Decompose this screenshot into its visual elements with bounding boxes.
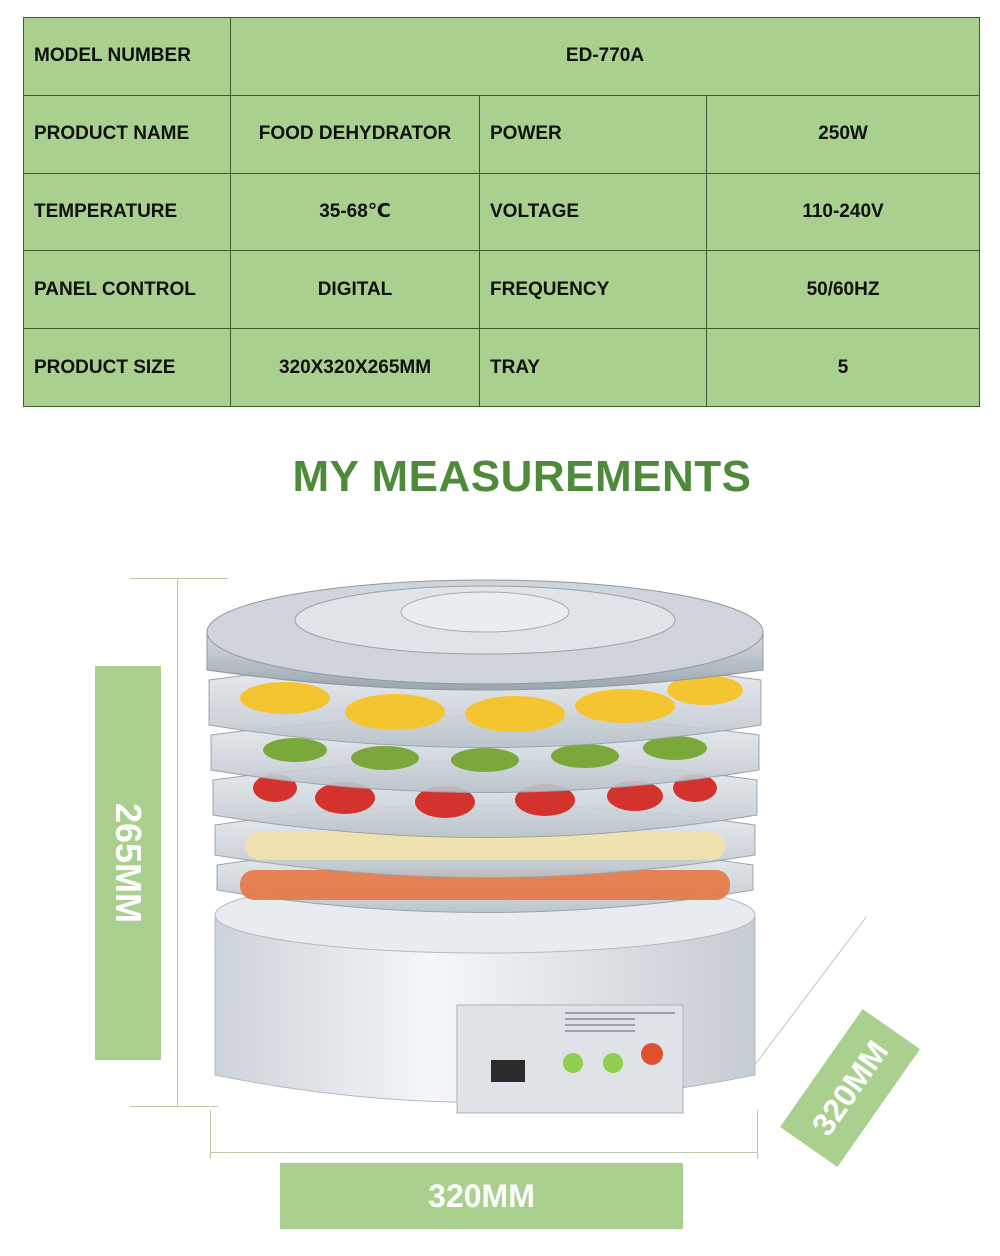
- panel-control-value: DIGITAL: [231, 251, 480, 329]
- height-dimension: [95, 666, 161, 1060]
- table-row: [24, 251, 980, 329]
- measurements-title: MY MEASUREMENTS: [292, 452, 752, 501]
- voltage-label: VOLTAGE: [480, 173, 707, 251]
- frequency-label: FREQUENCY: [480, 251, 707, 329]
- voltage-value: 110-240V: [707, 173, 980, 251]
- model-number-label: MODEL NUMBER: [24, 18, 231, 96]
- panel-control-label: PANEL CONTROL: [24, 251, 231, 329]
- table-row: [24, 95, 980, 173]
- table-row: [24, 173, 980, 251]
- product-name-label: PRODUCT NAME: [24, 95, 231, 173]
- temperature-label: TEMPERATURE: [24, 173, 231, 251]
- temperature-value: 35-68℃: [231, 173, 480, 251]
- height-dimension-label: 265MM: [108, 802, 149, 924]
- model-number-value: ED-770A: [231, 18, 980, 96]
- tray-value: 5: [707, 329, 980, 407]
- product-name-value: FOOD DEHYDRATOR: [231, 95, 480, 173]
- tray-label: TRAY: [480, 329, 707, 407]
- product-size-label: PRODUCT SIZE: [24, 329, 231, 407]
- depth-dimension: [780, 1009, 920, 1167]
- power-value: 250W: [707, 95, 980, 173]
- food-dehydrator-image: [195, 570, 775, 1130]
- power-label: POWER: [480, 95, 707, 173]
- table-row: [24, 18, 980, 96]
- height-guide-vertical: [177, 578, 178, 1106]
- table-row: [24, 329, 980, 407]
- width-dimension-label: 320MM: [428, 1177, 535, 1214]
- width-guide-horizontal: [210, 1152, 758, 1153]
- frequency-value: 50/60HZ: [707, 251, 980, 329]
- width-dimension: [280, 1163, 683, 1229]
- depth-dimension-label: 320MM: [804, 1033, 895, 1142]
- spec-table: [23, 17, 980, 407]
- product-size-value: 320X320X265MM: [231, 329, 480, 407]
